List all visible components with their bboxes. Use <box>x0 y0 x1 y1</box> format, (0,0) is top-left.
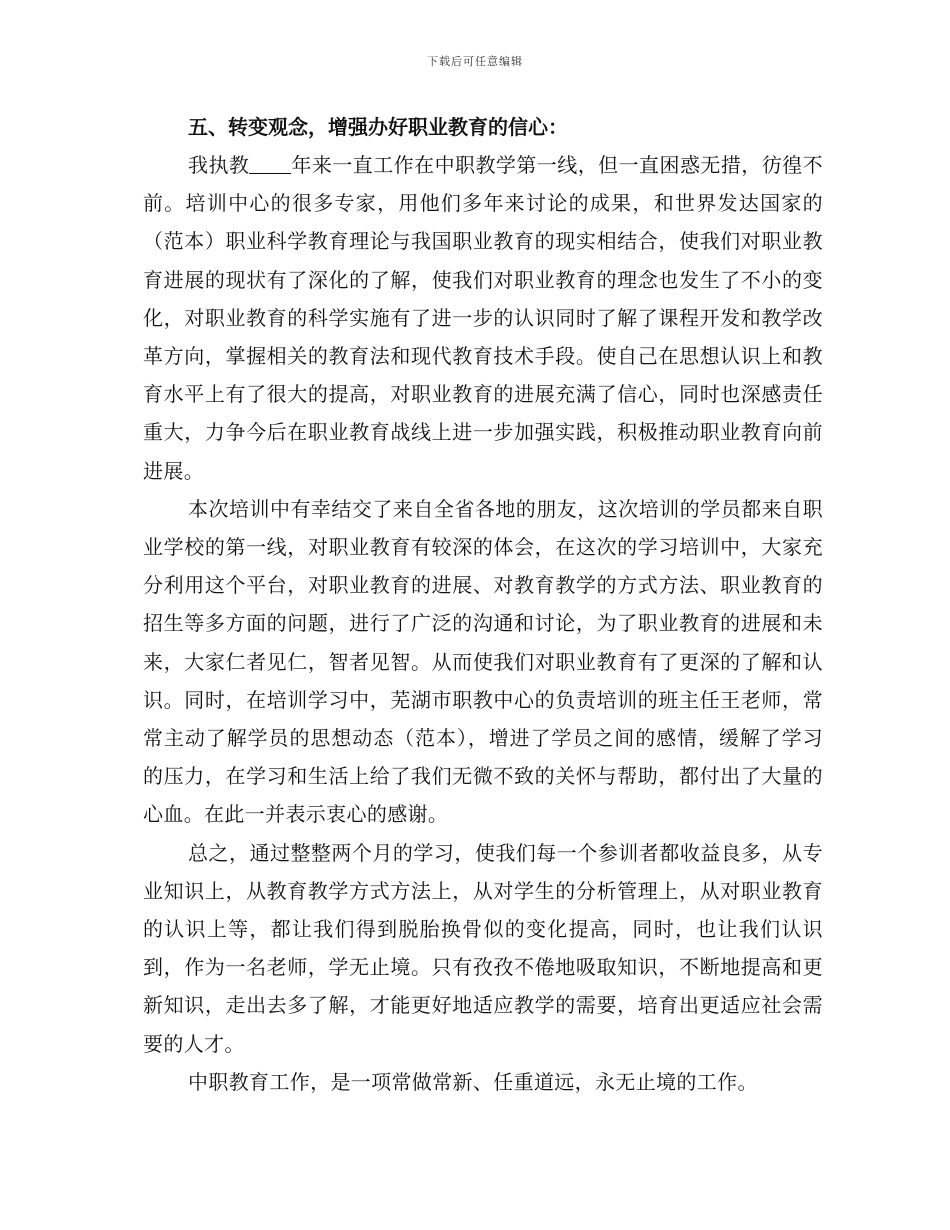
paragraph-1-rest: 年来一直工作在中职教学第一线，但一直困惑无措，彷徨不前。培训中心的很多专家，用他们多年来讨论的成果，和世界发达国家的（范本）职业科学教育理论与我国职业教育的现实相结合，使我们对职业教育进展的现状有了深化的了解，使我们对职业教育的理念也发生了不小的变化，对职业教育的科学实施有了进一步的认识同时了解了课程开发和教学改革方向，掌握相关的教育法和现代教育技术手段。使自己在思想认识上和教育水平上有了很大的提高，对职业教育的进展充满了信心，同时也深感责任重大，力争今后在职业教育战线上进一步加强实践，积极推动职业教育向前进展。 <box>143 153 823 483</box>
paragraph-1-start: 我执教 <box>188 153 250 177</box>
paragraph-2: 本次培训中有幸结交了来自全省各地的朋友，这次培训的学员都来自职业学校的第一线，对职业教育有较深的体会，在这次的学习培训中，大家充分利用这个平台，对职业教育的进展、对教育教学的方式方法、职业教育的招生等多方面的问题，进行了广泛的沟通和讨论，为了职业教育的进展和未来，大家仁者见仁，智者见智。从而使我们对职业教育有了更深的了解和认识。同时，在培训学习中，芜湖市职教中心的负责培训的班主任王老师，常常主动了解学员的思想动态（范本），增进了学员之间的感情，缓解了学习的压力，在学习和生活上给了我们无微不致的关怀与帮助，都付出了大量的心血。在此一并表示衷心的感谢。 <box>143 496 823 827</box>
document-body <box>143 108 823 1101</box>
paragraph-4: 中职教育工作，是一项常做常新、任重道远，永无止境的工作。 <box>188 1069 758 1094</box>
fill-in-blank <box>249 153 291 174</box>
section-heading: 五、转变观念，增强办好职业教育的信心： <box>188 115 568 139</box>
paragraph-3: 总之，通过整整两个月的学习，使我们每一个参训者都收益良多，从专业知识上，从教育教学方式方法上，从对学生的分析管理上，从对职业教育的认识上等，都让我们得到脱胎换骨似的变化提高，同时，也让我们认识到，作为一名老师，学无止境。只有孜孜不倦地吸取知识，不断地提高和更新知识，走出去多了解，才能更好地适应教学的需要，培育出更适应社会需要的人才。 <box>143 840 823 1056</box>
page-header: 下载后可任意编辑 <box>427 55 523 68</box>
paragraph-1 <box>143 146 823 490</box>
